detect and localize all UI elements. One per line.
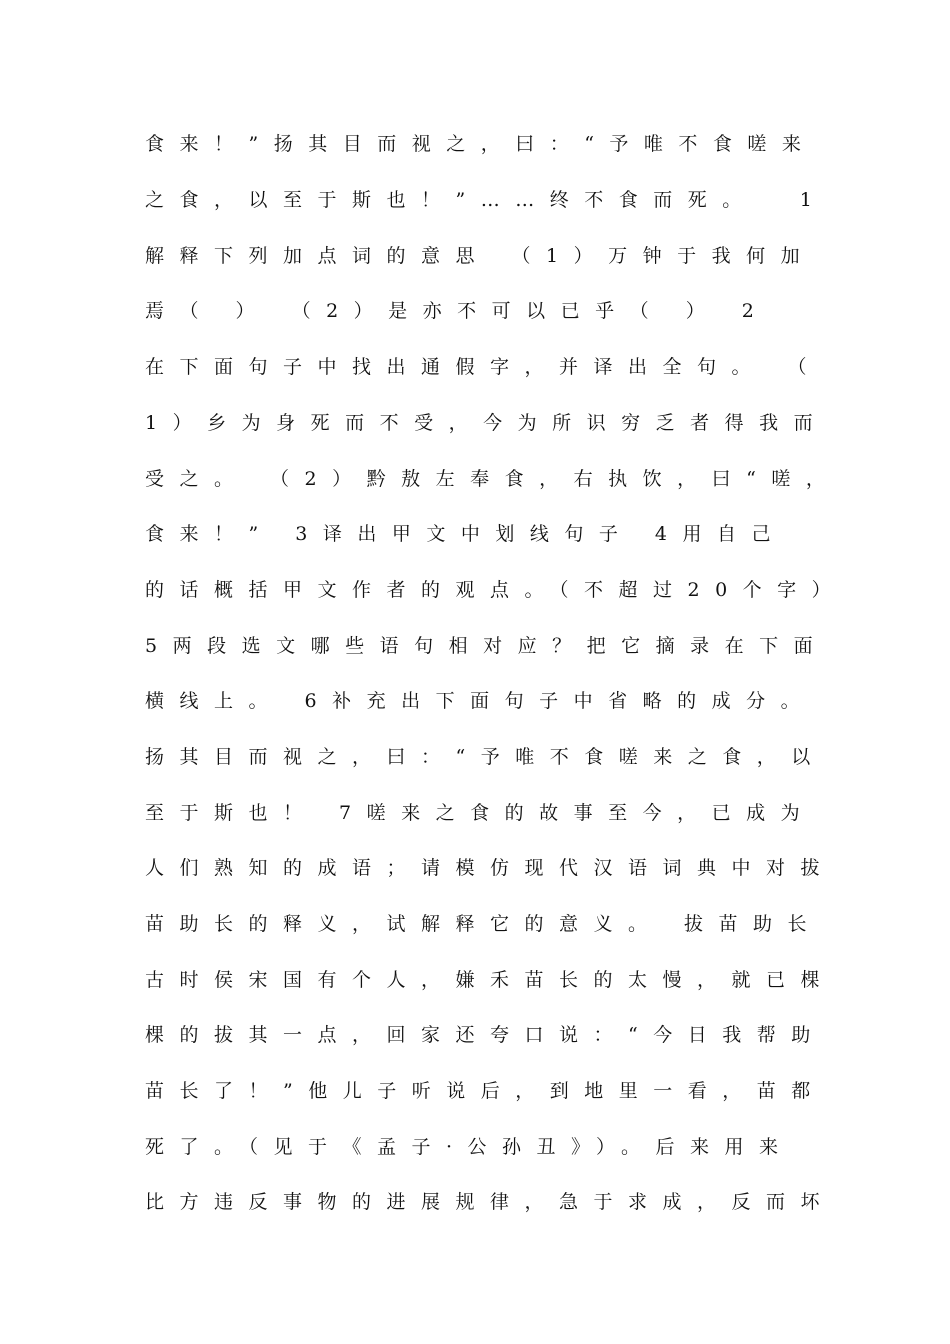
text-line-9: 的话概括甲文作者的观点。（不超过20个字） bbox=[145, 579, 847, 601]
text-line-2: 之食，以至于斯也！”……终不食而死。 1 bbox=[145, 189, 828, 211]
text-line-4: 焉（ ） （2）是亦不可以已乎（ ） 2 bbox=[145, 300, 770, 322]
text-line-1: 食来！”扬其目而视之，曰：“予唯不食嗟来 bbox=[145, 133, 817, 155]
text-line-18: 苗长了！”他儿子听说后，到地里一看，苗都 bbox=[145, 1080, 826, 1102]
text-line-12: 扬其目而视之，曰：“予唯不食嗟来之食，以 bbox=[145, 746, 826, 768]
text-line-5: 在下面句子中找出通假字，并译出全句。 （ bbox=[145, 356, 823, 378]
text-line-8: 食来！” 3译出甲文中划线句子 4用自己 bbox=[145, 523, 786, 545]
text-line-19: 死了。（见于《孟子·公孙丑》）。后来用来 bbox=[145, 1136, 794, 1158]
text-line-3: 解释下列加点词的意思 （1）万钟于我何加 bbox=[145, 245, 816, 267]
text-line-11: 横线上。 6补充出下面句子中省略的成分。 bbox=[145, 690, 816, 712]
text-line-17: 棵的拔其一点，回家还夸口说：“今日我帮助 bbox=[145, 1024, 826, 1046]
text-line-7: 受之。 （2）黔敖左奉食，右执饮，曰“嗟， bbox=[145, 468, 841, 490]
text-line-14: 人们熟知的成语；请模仿现代汉语词典中对拔 bbox=[145, 857, 836, 879]
text-line-6: 1）乡为身死而不受，今为所识穷乏者得我而 bbox=[145, 412, 829, 434]
text-line-20: 比方违反事物的进展规律，急于求成，反而坏 bbox=[145, 1191, 836, 1213]
text-line-10: 5两段选文哪些语句相对应？把它摘录在下面 bbox=[145, 635, 829, 657]
text-line-16: 古时侯宋国有个人，嫌禾苗长的太慢，就已棵 bbox=[145, 969, 836, 991]
text-line-13: 至于斯也！ 7嗟来之食的故事至今，已成为 bbox=[145, 802, 816, 824]
text-line-15: 苗助长的释义，试解释它的意义。 拔苗助长 bbox=[145, 913, 823, 935]
